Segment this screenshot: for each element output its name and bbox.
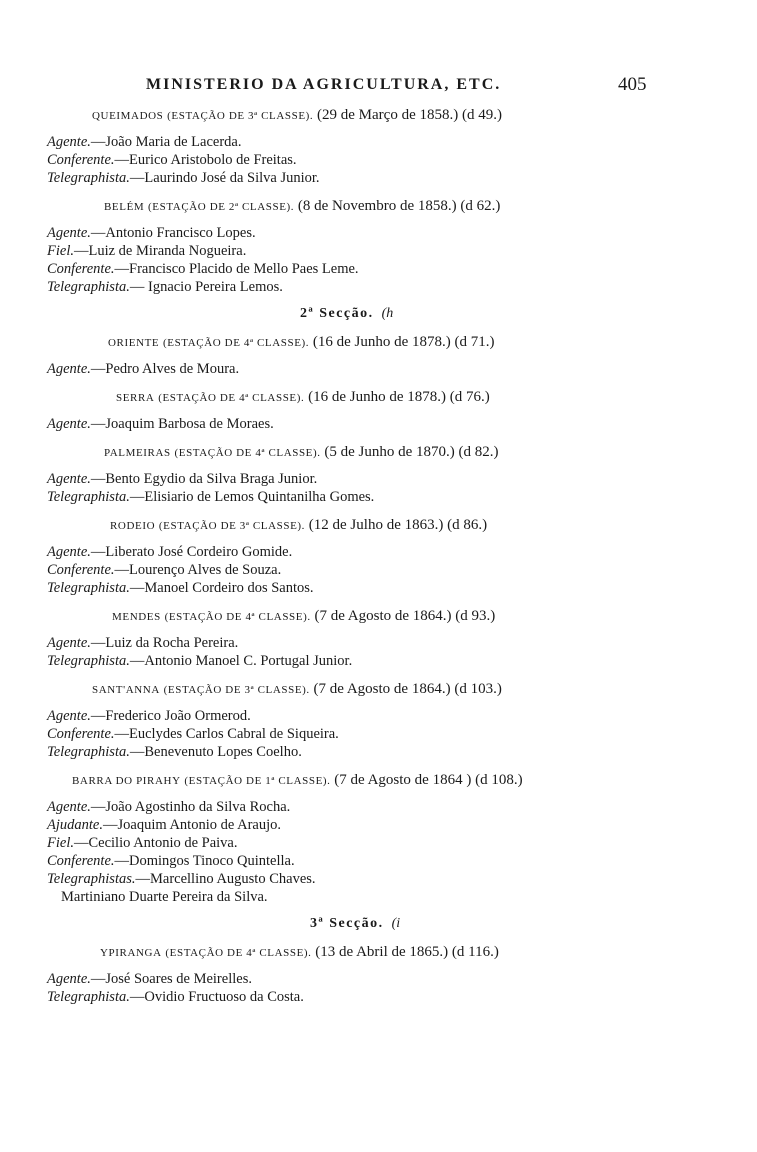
staff-person: —Manoel Cordeiro dos Santos. xyxy=(129,580,314,596)
staff-line xyxy=(47,888,757,906)
station-class: (ESTAÇÃO DE 4ª CLASSE). xyxy=(174,447,321,459)
staff-line xyxy=(47,169,757,187)
station-heading xyxy=(0,443,757,463)
staff-person: —Benevenuto Lopes Coelho. xyxy=(129,744,302,760)
station-date: (8 de Novembro de 1858.) xyxy=(297,198,457,214)
station-ref: (d 108.) xyxy=(475,772,523,788)
staff-line xyxy=(47,970,757,988)
staff-role: Agente. xyxy=(47,635,91,651)
station-class: (ESTAÇÃO DE 3ª CLASSE). xyxy=(167,110,314,122)
staff-role: Telegraphista. xyxy=(47,653,130,669)
staff-role: Telegraphista. xyxy=(47,580,130,596)
staff-line xyxy=(47,242,757,260)
station-class: (ESTAÇÃO DE 2ª CLASSE). xyxy=(148,201,295,213)
station-ref: (d 93.) xyxy=(455,608,496,624)
station-date: (7 de Agosto de 1864 ) xyxy=(334,772,472,788)
station-name: MENDES xyxy=(112,611,161,623)
staff-role: Fiel. xyxy=(47,835,74,851)
staff-person: Martiniano Duarte Pereira da Silva. xyxy=(61,889,268,905)
staff-role: Telegraphista. xyxy=(47,989,130,1005)
staff-role: Agente. xyxy=(47,471,91,487)
station-ref: (d 71.) xyxy=(454,334,495,350)
station-list xyxy=(0,106,757,1006)
staff-line xyxy=(47,224,757,242)
station-name: YPIRANGA xyxy=(100,947,162,959)
station-heading xyxy=(0,106,757,126)
staff-person: —Frederico João Ormerod. xyxy=(90,708,251,724)
staff-person: —Lourenço Alves de Souza. xyxy=(114,562,282,578)
station-name: BARRA DO PIRAHY xyxy=(72,775,181,787)
station-date: (7 de Agosto de 1864.) xyxy=(313,681,451,697)
staff-role: Agente. xyxy=(47,416,91,432)
section-title: 3ª Secção. xyxy=(310,916,384,931)
station-ref: (d 82.) xyxy=(458,444,499,460)
staff-line xyxy=(47,707,757,725)
station-name: PALMEIRAS xyxy=(104,447,171,459)
station-date: (16 de Junho de 1878.) xyxy=(312,334,451,350)
staff-line xyxy=(47,470,757,488)
station-heading xyxy=(0,680,757,700)
staff-line xyxy=(47,133,757,151)
staff-role: Ajudante. xyxy=(47,817,103,833)
staff-line xyxy=(47,743,757,761)
staff-person: —Elisiario de Lemos Quintanilha Gomes. xyxy=(129,489,375,505)
staff-person: —Joaquim Antonio de Araujo. xyxy=(102,817,281,833)
staff-person: —João Agostinho da Silva Rocha. xyxy=(90,799,291,815)
section-note: (i xyxy=(391,916,401,931)
station-ref: (d 49.) xyxy=(462,107,502,123)
staff-line xyxy=(47,798,757,816)
staff-person: —Antonio Francisco Lopes. xyxy=(90,225,256,241)
staff-line xyxy=(47,834,757,852)
station-ref: (d 62.) xyxy=(460,198,501,214)
staff-role: Conferente. xyxy=(47,726,115,742)
staff-line xyxy=(47,725,757,743)
staff-line xyxy=(47,852,757,870)
staff-line xyxy=(47,870,757,888)
staff-person: —Pedro Alves de Moura. xyxy=(90,361,240,377)
station-date: (12 de Julho de 1863.) xyxy=(308,517,444,533)
staff-role: Agente. xyxy=(47,708,91,724)
staff-line xyxy=(47,579,757,597)
staff-role: Agente. xyxy=(47,361,91,377)
staff-person: —Marcellino Augusto Chaves. xyxy=(135,871,316,887)
station-date: (5 de Junho de 1870.) xyxy=(324,444,455,460)
section-heading xyxy=(0,305,757,323)
station-heading xyxy=(0,388,757,408)
station-heading xyxy=(0,771,757,791)
station-heading xyxy=(0,607,757,627)
staff-person: —Francisco Placido de Mello Paes Leme. xyxy=(114,261,359,277)
staff-line xyxy=(47,151,757,169)
station-heading xyxy=(0,197,757,217)
staff-person: —Eurico Aristobolo de Freitas. xyxy=(114,152,297,168)
staff-person: —Joaquim Barbosa de Moraes. xyxy=(90,416,274,432)
staff-role: Agente. xyxy=(47,971,91,987)
staff-line xyxy=(47,543,757,561)
staff-person: —Antonio Manoel C. Portugal Junior. xyxy=(129,653,353,669)
station-date: (16 de Junho de 1878.) xyxy=(308,389,446,405)
station-name: ORIENTE xyxy=(108,337,160,349)
station-name: BELÉM xyxy=(104,201,145,213)
page-number: 405 xyxy=(618,74,647,95)
station-class: (ESTAÇÃO DE 4ª CLASSE). xyxy=(165,947,312,959)
staff-line xyxy=(47,816,757,834)
staff-role: Agente. xyxy=(47,544,91,560)
staff-person: —Luiz de Miranda Nogueira. xyxy=(73,243,247,259)
staff-role: Conferente. xyxy=(47,853,115,869)
station-date: (7 de Agosto de 1864.) xyxy=(314,608,452,624)
staff-line xyxy=(47,488,757,506)
station-name: RODEIO xyxy=(110,520,156,532)
section-title: 2ª Secção. xyxy=(300,306,374,321)
staff-person: —João Maria de Lacerda. xyxy=(90,134,242,150)
staff-line xyxy=(47,561,757,579)
staff-role: Telegraphista. xyxy=(47,744,130,760)
page-title: MINISTERIO DA AGRICULTURA, ETC. xyxy=(146,76,502,93)
staff-role: Conferente. xyxy=(47,562,115,578)
staff-person: —Bento Egydio da Silva Braga Junior. xyxy=(90,471,318,487)
staff-role: Fiel. xyxy=(47,243,74,259)
station-class: (ESTAÇÃO DE 1ª CLASSE). xyxy=(184,775,331,787)
station-class: (ESTAÇÃO DE 4ª CLASSE). xyxy=(158,392,305,404)
staff-line xyxy=(47,988,757,1006)
station-class: (ESTAÇÃO DE 3ª CLASSE). xyxy=(158,520,306,532)
staff-line xyxy=(47,278,757,296)
staff-person: —Liberato José Cordeiro Gomide. xyxy=(90,544,293,560)
staff-role: Telegraphistas. xyxy=(47,871,136,887)
station-name: QUEIMADOS xyxy=(92,110,164,122)
staff-role: Agente. xyxy=(47,799,91,815)
station-heading xyxy=(0,516,757,536)
station-ref: (d 103.) xyxy=(454,681,502,697)
staff-person: —Domingos Tinoco Quintella. xyxy=(114,853,295,869)
staff-line xyxy=(47,260,757,278)
staff-line xyxy=(47,652,757,670)
station-ref: (d 76.) xyxy=(449,389,490,405)
station-class: (ESTAÇÃO DE 4ª CLASSE). xyxy=(164,611,311,623)
staff-person: —Euclydes Carlos Cabral de Siqueira. xyxy=(114,726,339,742)
staff-person: —Ovidio Fructuoso da Costa. xyxy=(129,989,304,1005)
station-ref: (d 116.) xyxy=(451,944,499,960)
staff-role: Agente. xyxy=(47,225,91,241)
staff-role: Agente. xyxy=(47,134,91,150)
staff-role: Telegraphista. xyxy=(47,170,130,186)
staff-role: Telegraphista. xyxy=(47,279,130,295)
staff-line xyxy=(47,634,757,652)
section-heading xyxy=(0,915,757,933)
page-header xyxy=(0,76,757,100)
section-note: (h xyxy=(381,306,394,321)
staff-role: Conferente. xyxy=(47,152,115,168)
staff-line xyxy=(47,415,757,433)
station-class: (ESTAÇÃO DE 4ª CLASSE). xyxy=(163,337,310,349)
staff-person: —José Soares de Meirelles. xyxy=(90,971,252,987)
staff-role: Conferente. xyxy=(47,261,115,277)
station-name: SERRA xyxy=(116,392,155,404)
staff-person: —Luiz da Rocha Pereira. xyxy=(90,635,239,651)
station-heading xyxy=(0,943,757,963)
station-date: (13 de Abril de 1865.) xyxy=(315,944,449,960)
staff-person: —Laurindo José da Silva Junior. xyxy=(129,170,320,186)
staff-person: — Ignacio Pereira Lemos. xyxy=(129,279,283,295)
staff-person: —Cecilio Antonio de Paiva. xyxy=(73,835,238,851)
station-name: SANT'ANNA xyxy=(92,684,160,696)
station-heading xyxy=(0,333,757,353)
staff-role: Telegraphista. xyxy=(47,489,130,505)
station-ref: (d 86.) xyxy=(447,517,488,533)
station-date: (29 de Março de 1858.) xyxy=(317,107,459,123)
station-class: (ESTAÇÃO DE 3ª CLASSE). xyxy=(163,684,310,696)
staff-line xyxy=(47,360,757,378)
